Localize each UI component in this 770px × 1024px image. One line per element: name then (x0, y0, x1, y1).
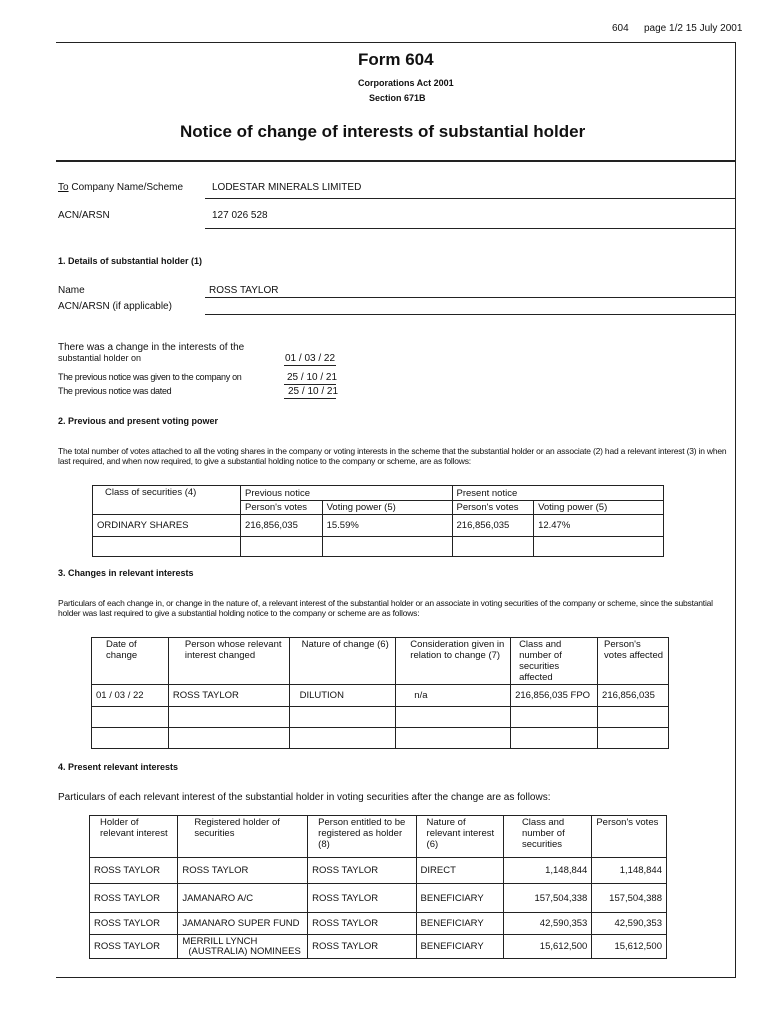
registered-line2: (AUSTRALIA) NOMINEES (188, 945, 301, 957)
pres-votes-subheader: Person's votes (452, 501, 534, 515)
cell-nature: BENEFICIARY (416, 884, 503, 913)
cell-registered: JAMANARO A/C (178, 884, 308, 913)
r-class: 216,856,035 FPO (511, 685, 598, 707)
section2-heading: 2. Previous and present voting power (58, 416, 219, 426)
form-title: Form 604 (358, 50, 434, 69)
empty-cell (598, 707, 669, 728)
cell-entitled: ROSS TAYLOR (308, 913, 416, 935)
holder-name-rule (205, 297, 735, 298)
empty-cell (396, 728, 511, 749)
cell-entitled: ROSS TAYLOR (308, 935, 416, 959)
h-date: Date of change (92, 638, 169, 685)
empty-cell (289, 728, 396, 749)
h-person: Person whose relevant interest changed (168, 638, 289, 685)
present-interests-table (89, 815, 667, 959)
cell-entitled: ROSS TAYLOR (308, 858, 416, 884)
change-label-line2: substantial holder on (58, 353, 142, 363)
h-votes: Person's votes affected (598, 638, 669, 685)
change-date-rule (284, 365, 336, 366)
empty-cell (93, 537, 241, 557)
h-class-number: Class and number of securities (503, 816, 591, 858)
section-ref: Section 671B (369, 93, 426, 103)
section4-heading: 4. Present relevant interests (58, 762, 179, 772)
section3-heading: 3. Changes in relevant interests (58, 568, 194, 578)
notice-title: Notice of change of interests of substantial holder (180, 122, 586, 141)
empty-cell (511, 707, 598, 728)
cell-holder: ROSS TAYLOR (90, 913, 178, 935)
h-persons-votes: Person's votes (592, 816, 667, 858)
cell-votes: 15,612,500 (592, 935, 667, 959)
col-class-header: Class of securities (4) (93, 486, 241, 515)
prev-notice-dated-date: 25 / 10 / 21 (288, 386, 339, 397)
cell-registered: JAMANARO SUPER FUND (178, 913, 308, 935)
row-prev-power: 15.59% (322, 515, 452, 537)
change-date: 01 / 03 / 22 (285, 353, 336, 364)
prev-notice-given-label: The previous notice was given to the company on (58, 372, 242, 382)
bottom-rule (56, 977, 736, 978)
table-row (90, 935, 667, 959)
change-label-line1: There was a change in the interests of the (58, 342, 245, 353)
cell-votes: 157,504,388 (592, 884, 667, 913)
empty-cell (92, 707, 169, 728)
r-person: ROSS TAYLOR (168, 685, 289, 707)
prev-notice-given-date: 25 / 10 / 21 (287, 372, 338, 383)
r-nature: DILUTION (289, 685, 396, 707)
holder-name-label: Name (58, 285, 85, 296)
acn-value: 127 026 528 (212, 210, 268, 221)
h-entitled: Person entitled to be registered as holder (8) (308, 816, 416, 858)
r-consideration: n/a (396, 685, 511, 707)
empty-cell (241, 537, 323, 557)
cell-entitled: ROSS TAYLOR (308, 884, 416, 913)
table-row (90, 858, 667, 884)
registered-line1: MERRILL LYNCH (182, 935, 258, 947)
empty-cell (511, 728, 598, 749)
voting-power-table (92, 485, 664, 557)
cell-votes: 42,590,353 (592, 913, 667, 935)
cell-registered (178, 935, 308, 959)
prev-notice-dated-label: The previous notice was dated (58, 386, 172, 396)
empty-cell (534, 537, 664, 557)
company-name: LODESTAR MINERALS LIMITED (212, 182, 362, 193)
empty-cell (598, 728, 669, 749)
to-company-label: To Company Name/Scheme (58, 182, 184, 193)
row-pres-votes: 216,856,035 (452, 515, 534, 537)
h-nature-ri: Nature of relevant interest (6) (416, 816, 503, 858)
cell-class: 1,148,844 (503, 858, 591, 884)
cell-nature: BENEFICIARY (416, 913, 503, 935)
section3-paragraph: Particulars of each change in, or change in the nature of, a relevant interest of the substantial holder or an associate in voting securities of the company or scheme, since the substantial holder was last required to give a substantial holding notice to the company or scheme are as follows: (58, 598, 713, 618)
h-nature: Nature of change (6) (289, 638, 396, 685)
r-date: 01 / 03 / 22 (92, 685, 169, 707)
empty-cell (322, 537, 452, 557)
changes-table (91, 637, 669, 749)
prev-notice-dated-rule (284, 398, 336, 399)
cell-class: 157,504,338 (503, 884, 591, 913)
cell-holder: ROSS TAYLOR (90, 935, 178, 959)
table-row (90, 884, 667, 913)
act-name: Corporations Act 2001 (358, 78, 454, 88)
section2-paragraph: The total number of votes attached to all the voting shares in the company or voting interests in the scheme that the substantial holder or an associate (2) had a relevant interest (3) in when last required, and when now required, to give a substantial holding notice to the company or scheme, are as follows: (58, 446, 727, 466)
section1-heading: 1. Details of substantial holder (1) (58, 256, 203, 266)
top-rule (56, 42, 736, 43)
cell-holder: ROSS TAYLOR (90, 884, 178, 913)
cell-votes: 1,148,844 (592, 858, 667, 884)
page-info: page 1/2 15 July 2001 (644, 23, 743, 34)
empty-cell (289, 707, 396, 728)
h-registered: Registered holder of securities (178, 816, 308, 858)
acn-label: ACN/ARSN (58, 210, 110, 221)
holder-acn-label: ACN/ARSN (if applicable) (58, 301, 172, 312)
h-consideration: Consideration given in relation to change (7) (396, 638, 511, 685)
section4-paragraph: Particulars of each relevant interest of the substantial holder in voting securities after the change are as follows: (58, 792, 551, 803)
empty-cell (396, 707, 511, 728)
h-holder: Holder of relevant interest (90, 816, 178, 858)
acn-rule (205, 228, 735, 229)
row-class: ORDINARY SHARES (93, 515, 241, 537)
col-prev-header: Previous notice (241, 486, 452, 501)
h-class: Class and number of securities affected (511, 638, 598, 685)
r-votes: 216,856,035 (598, 685, 669, 707)
prev-notice-given-rule (284, 384, 336, 385)
form-number: 604 (612, 23, 629, 34)
table-row (90, 913, 667, 935)
prev-power-subheader: Voting power (5) (322, 501, 452, 515)
title-rule (56, 160, 736, 162)
cell-registered: ROSS TAYLOR (178, 858, 308, 884)
cell-nature: BENEFICIARY (416, 935, 503, 959)
empty-cell (168, 728, 289, 749)
cell-class: 42,590,353 (503, 913, 591, 935)
prev-votes-subheader: Person's votes (241, 501, 323, 515)
right-border (735, 42, 736, 978)
empty-cell (92, 728, 169, 749)
empty-cell (452, 537, 534, 557)
cell-class: 15,612,500 (503, 935, 591, 959)
pres-power-subheader: Voting power (5) (534, 501, 664, 515)
cell-holder: ROSS TAYLOR (90, 858, 178, 884)
row-pres-power: 12.47% (534, 515, 664, 537)
empty-cell (168, 707, 289, 728)
row-prev-votes: 216,856,035 (241, 515, 323, 537)
col-present-header: Present notice (452, 486, 664, 501)
cell-nature: DIRECT (416, 858, 503, 884)
holder-name: ROSS TAYLOR (209, 285, 279, 296)
company-name-rule (205, 198, 735, 199)
holder-acn-rule (205, 314, 735, 315)
